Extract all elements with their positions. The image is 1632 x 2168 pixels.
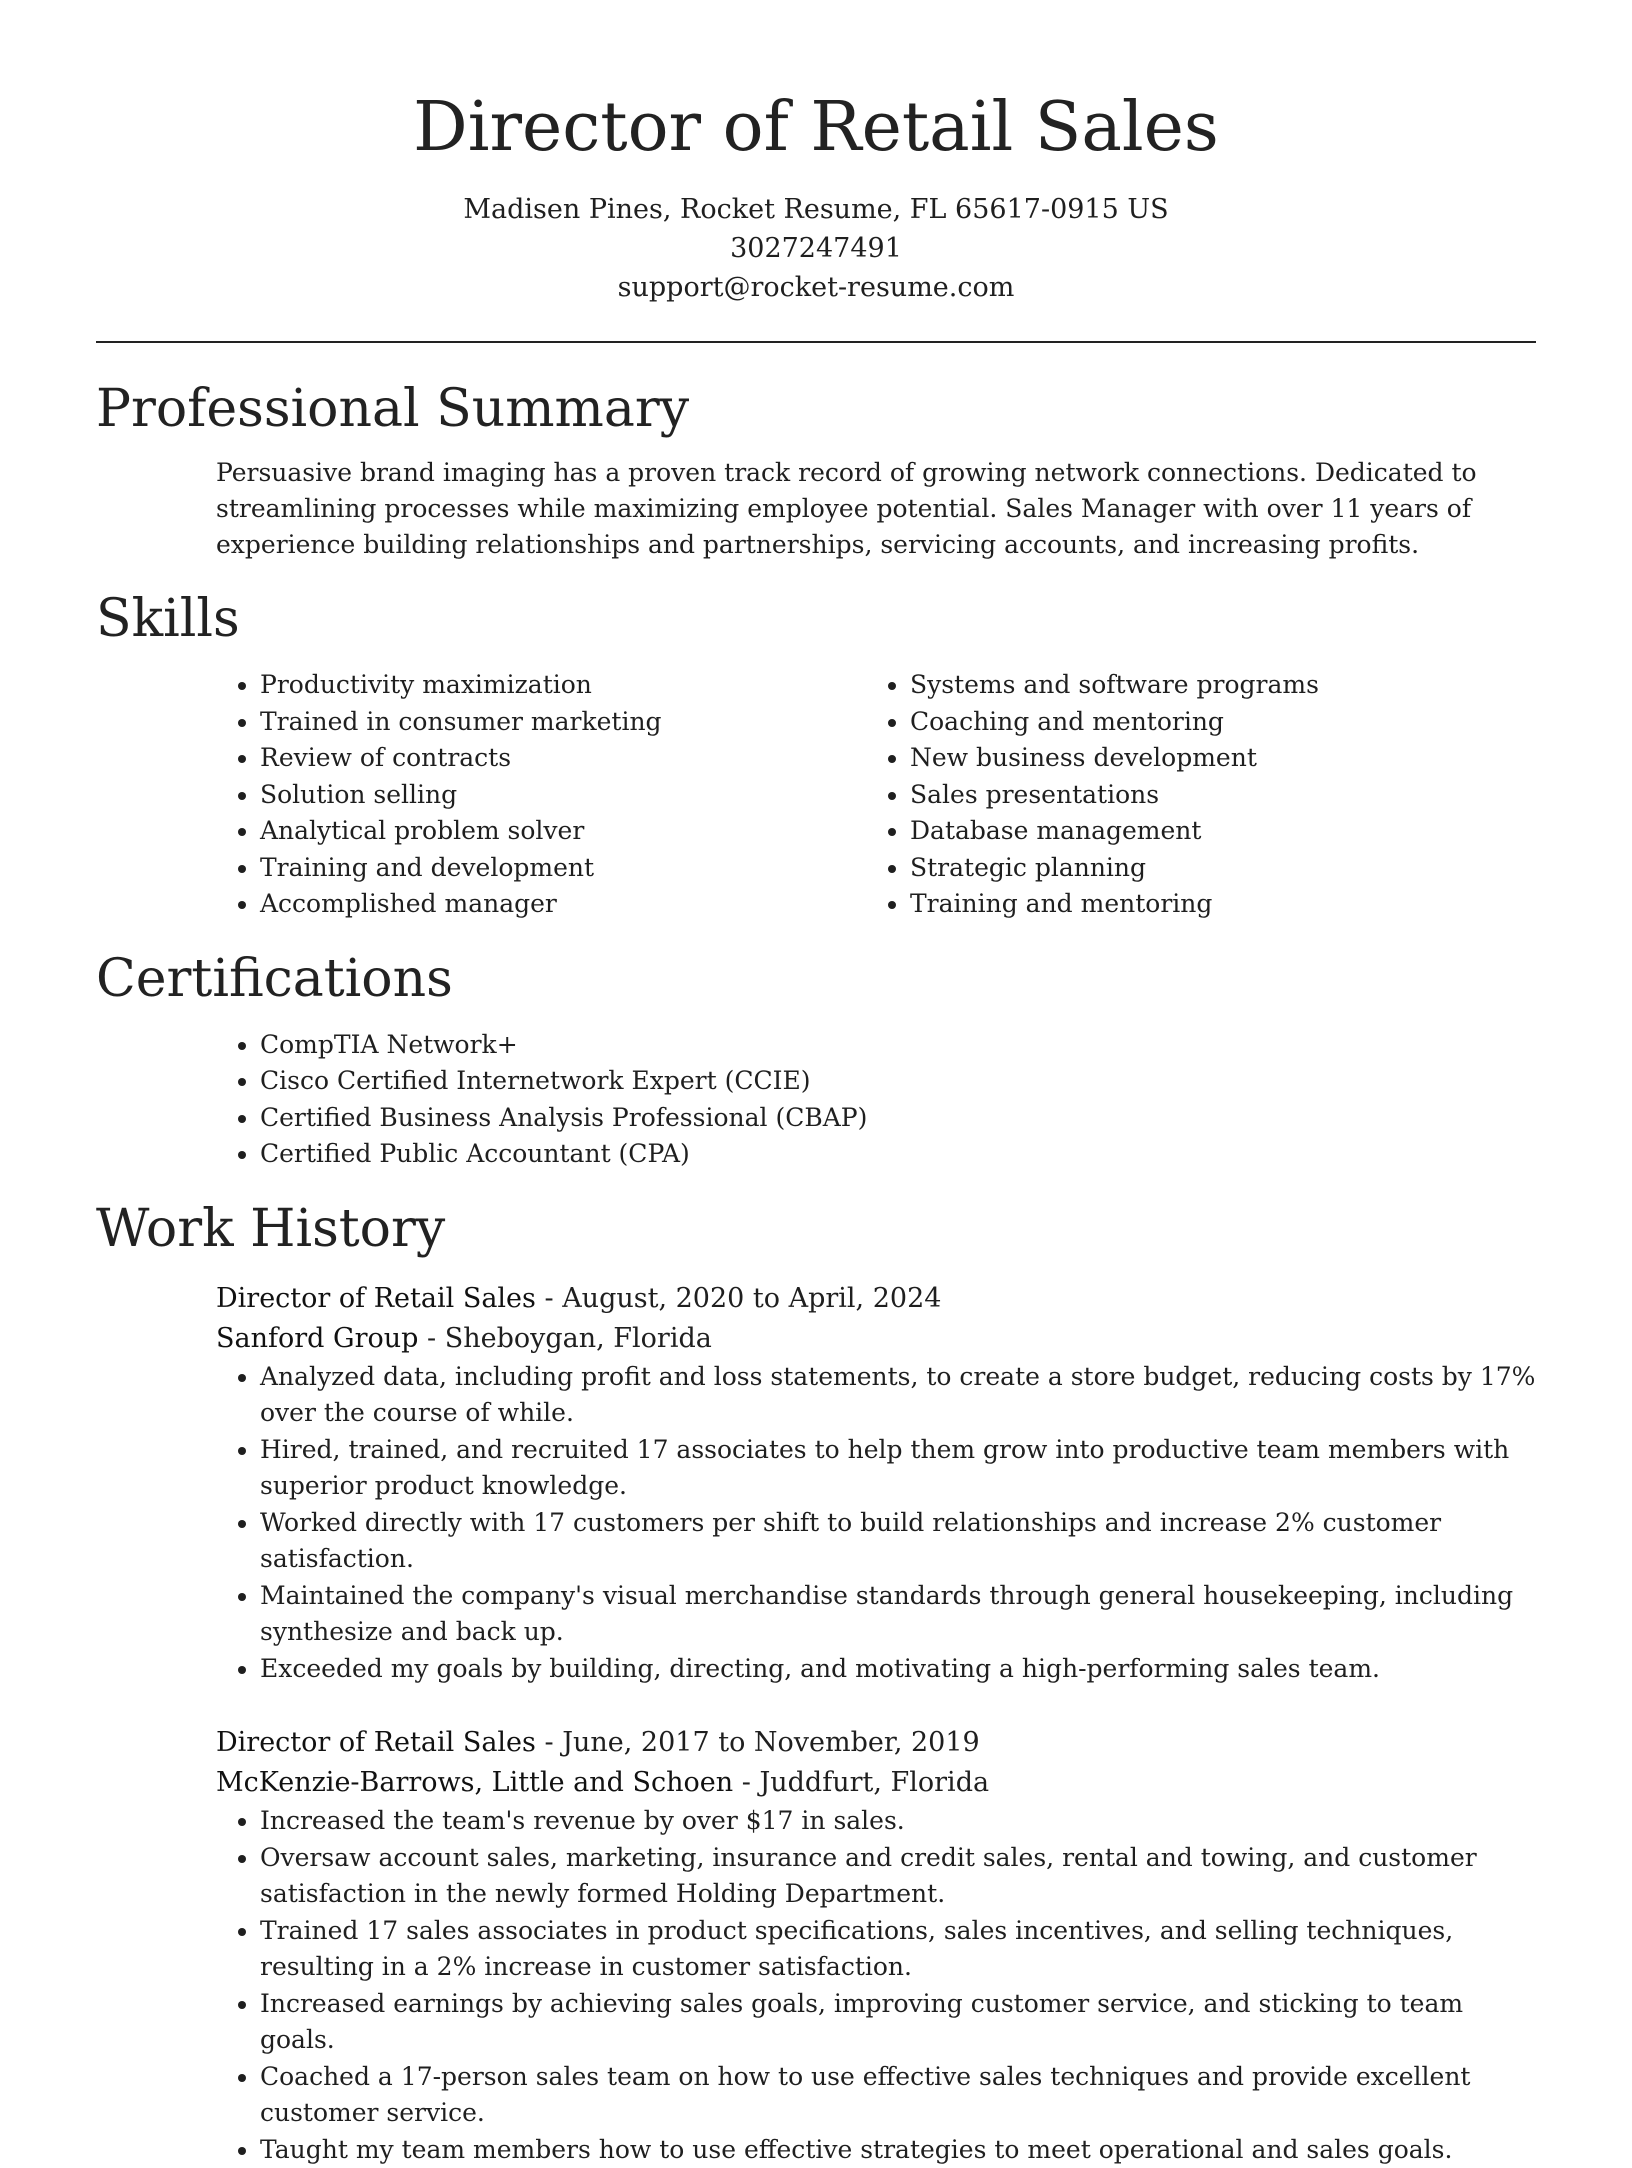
list-item: • Increased earnings by achieving sales goals, improving customer service, and sticking to team goals. <box>260 1986 1536 2059</box>
list-item: • Trained 17 sales associates in product specifications, sales incentives, and selling techniques, resulting in a 2% increase in customer satisfaction. <box>260 1913 1536 1986</box>
job-title-line <box>216 1723 1536 1763</box>
list-item: • Oversaw account sales, marketing, insurance and credit sales, rental and towing, and customer satisfaction in the newly formed Holding Department. <box>260 1840 1536 1913</box>
list-item: • Worked directly with 17 customers per shift to build relationships and increase 2% customer satisfaction. <box>260 1505 1536 1578</box>
section-certifications <box>96 947 1536 1173</box>
section-heading-certifications: Certifications <box>96 947 1536 1011</box>
section-work-history <box>96 1197 1536 2168</box>
list-item: • Review of contracts <box>260 740 866 777</box>
header-divider <box>96 341 1536 343</box>
job-company: Sanford Group <box>216 1323 418 1354</box>
job-company-line <box>216 1763 1536 1803</box>
skills-list-left <box>216 667 866 923</box>
job-bullets <box>216 1359 1536 1688</box>
contact-email: support@rocket-resume.com <box>96 268 1536 307</box>
section-heading-summary: Professional Summary <box>96 377 1536 441</box>
contact-phone: 3027247491 <box>96 229 1536 268</box>
list-item: • Certified Business Analysis Professional (CBAP) <box>260 1100 1536 1137</box>
list-item: • Certified Public Accountant (CPA) <box>260 1136 1536 1173</box>
list-item: • Exceeded my goals by building, directing, and motivating a high-performing sales team. <box>260 1651 1536 1688</box>
list-item: • Solution selling <box>260 777 866 814</box>
job-location: Juddfurt, Florida <box>759 1767 989 1798</box>
list-item: • Systems and software programs <box>910 667 1516 704</box>
list-item: • Accomplished manager <box>260 886 866 923</box>
job-entry <box>216 1279 1536 1688</box>
job-title: Director of Retail Sales <box>216 1283 536 1314</box>
list-item: • CompTIA Network+ <box>260 1027 1536 1064</box>
certifications-list <box>216 1027 1536 1173</box>
list-item: • New business development <box>910 740 1516 777</box>
section-heading-work-history: Work History <box>96 1197 1536 1261</box>
list-item: • Hired, trained, and recruited 17 associates to help them grow into productive team members with superior product knowledge. <box>260 1432 1536 1505</box>
job-separator: - <box>418 1323 444 1354</box>
resume-page <box>96 0 1536 2168</box>
skills-list-right <box>866 667 1516 923</box>
list-item: • Coached a 17-person sales team on how to use effective sales techniques and provide excellent customer service. <box>260 2059 1536 2132</box>
list-item: • Coaching and mentoring <box>910 704 1516 741</box>
job-bullets <box>216 1803 1536 2168</box>
list-item: • Training and development <box>260 850 866 887</box>
job-dates: August, 2020 to April, 2024 <box>562 1283 941 1314</box>
skills-column-left <box>216 667 866 923</box>
job-entry <box>216 1723 1536 2168</box>
job-title-line <box>216 1279 1536 1319</box>
job-company-line <box>216 1319 1536 1359</box>
job-separator: - <box>536 1283 562 1314</box>
section-heading-skills: Skills <box>96 587 1536 651</box>
list-item: • Analytical problem solver <box>260 813 866 850</box>
certifications-list-wrap <box>216 1027 1536 1173</box>
section-professional-summary <box>96 377 1536 563</box>
list-item: • Taught my team members how to use effective strategies to meet operational and sales goals. <box>260 2132 1536 2168</box>
skills-grid <box>216 667 1536 923</box>
list-item: • Database management <box>910 813 1516 850</box>
skills-column-right <box>866 667 1516 923</box>
job-location: Sheboygan, Florida <box>445 1323 712 1354</box>
list-item: • Productivity maximization <box>260 667 866 704</box>
list-item: • Sales presentations <box>910 777 1516 814</box>
section-skills <box>96 587 1536 923</box>
list-item: • Increased the team's revenue by over $17 in sales. <box>260 1803 1536 1840</box>
list-item: • Cisco Certified Internetwork Expert (CCIE) <box>260 1063 1536 1100</box>
list-item: • Trained in consumer marketing <box>260 704 866 741</box>
job-separator: - <box>733 1767 759 1798</box>
summary-text: Persuasive brand imaging has a proven track record of growing network connections. Dedicated to streamlining processes while maximizing employee potential. Sales Manager with over 11 years of experience building relationships and partnerships, servicing accounts, and increasing profits. <box>216 455 1536 563</box>
list-item: • Training and mentoring <box>910 886 1516 923</box>
page-title: Director of Retail Sales <box>96 86 1536 170</box>
job-title: Director of Retail Sales <box>216 1727 536 1758</box>
job-company: McKenzie-Barrows, Little and Schoen <box>216 1767 733 1798</box>
list-item: • Strategic planning <box>910 850 1516 887</box>
list-item: • Maintained the company's visual merchandise standards through general housekeeping, including synthesize and back up. <box>260 1578 1536 1651</box>
contact-address: Madisen Pines, Rocket Resume, FL 65617-0915 US <box>96 190 1536 229</box>
list-item: • Analyzed data, including profit and loss statements, to create a store budget, reducing costs by 17% over the course of while. <box>260 1359 1536 1432</box>
job-separator: - <box>536 1727 562 1758</box>
job-dates: June, 2017 to November, 2019 <box>562 1727 980 1758</box>
resume-header <box>96 0 1536 307</box>
